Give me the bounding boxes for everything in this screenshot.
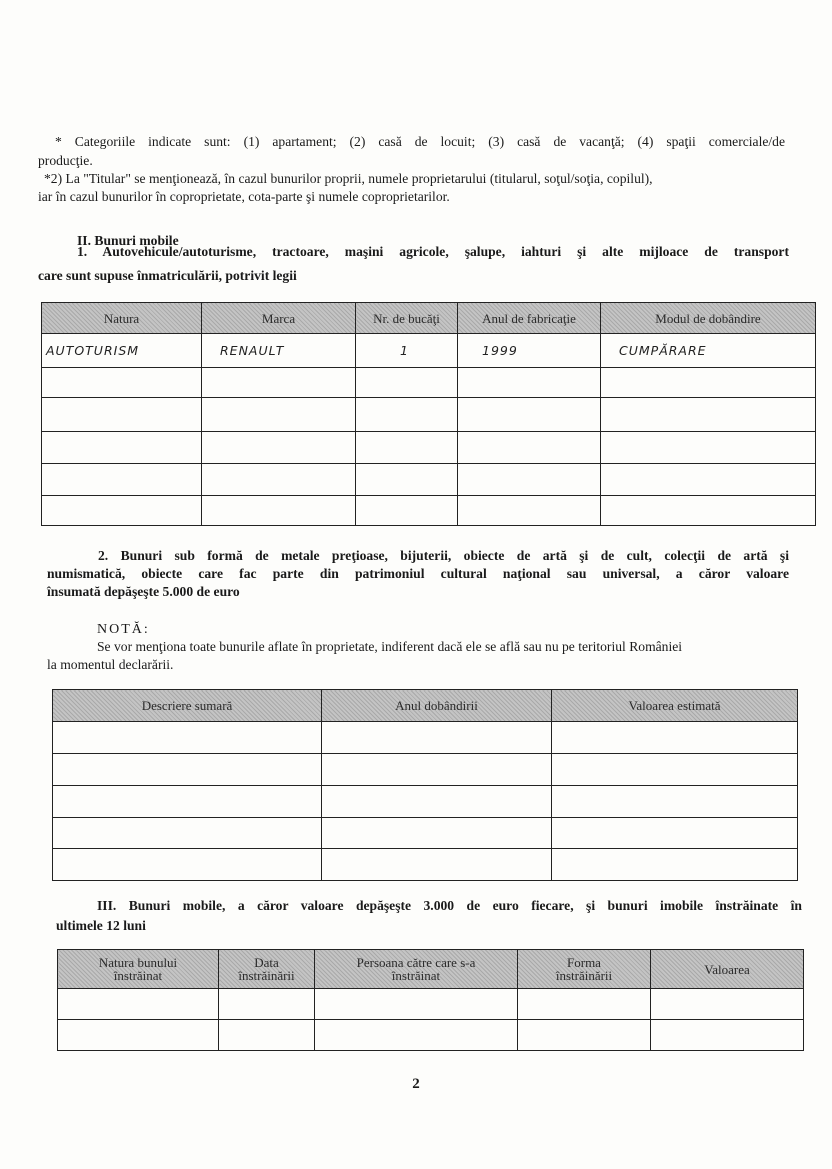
valuables-table-cell <box>552 818 798 849</box>
footnote-categories: * Categoriile indicate sunt: (1) apartament; (2) casă de locuit; (3) casă de vacanţă; (4) spaţii comerciale/de <box>55 134 785 149</box>
vehicles-table-row <box>42 496 816 526</box>
valuables-table-cell <box>552 849 798 881</box>
vehicles-table-cell <box>42 368 202 398</box>
valuables-table-header-row <box>53 690 798 722</box>
valuables-table-cell <box>53 754 322 786</box>
vehicles-table-cell <box>458 432 601 464</box>
vehicles-table-cell <box>356 496 458 526</box>
alienated-header-natura: Natura bunului înstrăinat <box>58 950 219 989</box>
alienated-header-valoarea: Valoarea <box>651 950 804 989</box>
alienated-table-cell <box>518 989 651 1020</box>
alienated-header-forma: Forma înstrăinării <box>518 950 651 989</box>
vehicles-table-cell <box>356 368 458 398</box>
vehicles-table <box>41 302 816 526</box>
valuables-table-cell <box>53 818 322 849</box>
nota-line2: la momentul declarării. <box>47 657 174 672</box>
valuables-table-row <box>53 786 798 818</box>
handwritten-entry: RENAULT <box>220 342 285 358</box>
vehicles-table-cell <box>202 368 356 398</box>
alienated-table-cell <box>315 1020 518 1051</box>
alienated-table-cell <box>58 1020 219 1051</box>
valuables-table-cell <box>552 786 798 818</box>
section-iii-heading-cont: ultimele 12 luni <box>56 918 146 933</box>
alienated-header-data: Data înstrăinării <box>219 950 315 989</box>
vehicles-table-cell <box>356 398 458 432</box>
vehicles-table-cell <box>356 464 458 496</box>
vehicles-table-cell <box>601 432 816 464</box>
vehicles-header-bucati: Nr. de bucăţi <box>356 303 458 334</box>
valuables-table-row <box>53 754 798 786</box>
alienated-table-cell <box>651 989 804 1020</box>
vehicles-table-cell <box>601 496 816 526</box>
alienated-table-cell <box>219 989 315 1020</box>
handwritten-entry: AUTOTURISM <box>46 342 140 358</box>
vehicles-table-row <box>42 368 816 398</box>
handwritten-entry: 1 <box>400 342 409 358</box>
valuables-table-row <box>53 722 798 754</box>
valuables-table-cell <box>322 754 552 786</box>
vehicles-table-cell <box>202 398 356 432</box>
vehicles-table-row <box>42 398 816 432</box>
vehicles-table-cell <box>42 334 202 368</box>
valuables-table-cell <box>322 818 552 849</box>
vehicles-table-cell <box>601 398 816 432</box>
handwritten-entry: 1999 <box>482 342 518 358</box>
alienated-table-header-row <box>58 950 804 989</box>
vehicles-table-cell <box>458 368 601 398</box>
valuables-table-cell <box>53 722 322 754</box>
alienated-table-row <box>58 989 804 1020</box>
vehicles-table-cell <box>458 464 601 496</box>
page-number: 2 <box>412 1076 420 1092</box>
valuables-table-cell <box>322 722 552 754</box>
vehicles-table-cell <box>42 432 202 464</box>
vehicles-header-an-fabricatie: Anul de fabricaţie <box>458 303 601 334</box>
valuables-header-valoare: Valoarea estimată <box>552 690 798 722</box>
vehicles-table-cell <box>356 334 458 368</box>
valuables-table-cell <box>53 849 322 881</box>
vehicles-table-cell <box>202 496 356 526</box>
valuables-table-row <box>53 849 798 881</box>
alienated-goods-table <box>57 949 804 1051</box>
nota-title: NOTĂ: <box>97 622 150 637</box>
alienated-table-cell <box>219 1020 315 1051</box>
vehicles-table-cell <box>601 368 816 398</box>
vehicles-table-cell <box>202 432 356 464</box>
section-ii-sub2-line1: 2. Bunuri sub formă de metale preţioase, bijuterii, obiecte de artă şi de cult, colecţii de artă şi <box>98 548 789 563</box>
vehicles-header-marca: Marca <box>202 303 356 334</box>
section-ii-heading: II. Bunuri mobile <box>77 233 179 248</box>
vehicles-table-row <box>42 432 816 464</box>
vehicles-table-cell <box>42 464 202 496</box>
valuables-table-cell <box>322 786 552 818</box>
alienated-table-cell <box>58 989 219 1020</box>
nota-line1: Se vor menţiona toate bunurile aflate în proprietate, indiferent dacă ele se află sau nu pe teritoriul României <box>97 639 683 654</box>
vehicles-table-header-row <box>42 303 816 334</box>
vehicles-header-mod-dobandire: Modul de dobândire <box>601 303 816 334</box>
alienated-table-cell <box>518 1020 651 1051</box>
section-iii-heading: III. Bunuri mobile, a căror valoare depăşeşte 3.000 de euro fiecare, şi bunuri imobile înstrăinate în <box>97 898 802 913</box>
alienated-table-row <box>58 1020 804 1051</box>
handwritten-entry: CUMPĂRARE <box>619 342 707 358</box>
vehicles-table-cell <box>458 398 601 432</box>
footnote-titular-cont: iar în cazul bunurilor în coproprietate, cota-parte şi numele coproprietarilor. <box>38 189 450 204</box>
valuables-table-cell <box>53 786 322 818</box>
valuables-table-cell <box>552 754 798 786</box>
valuables-table-cell <box>552 722 798 754</box>
alienated-header-persoana: Persoana către care s-a înstrăinat <box>315 950 518 989</box>
alienated-table-cell <box>315 989 518 1020</box>
section-ii-sub1: 1. Autovehicule/autoturisme, tractoare, maşini agricole, şalupe, iahturi şi alte mijloace de transport <box>77 244 789 259</box>
vehicles-table-row <box>42 334 816 368</box>
section-ii-sub2-line2: numismatică, obiecte care fac parte din patrimoniul cultural naţional sau universal, a căror valoare <box>47 566 789 581</box>
vehicles-table-cell <box>458 334 601 368</box>
valuables-table-cell <box>322 849 552 881</box>
section-ii-sub2-line3: însumată depăşeşte 5.000 de euro <box>47 584 240 599</box>
valuables-header-an-dobandire: Anul dobândirii <box>322 690 552 722</box>
valuables-header-descriere: Descriere sumară <box>53 690 322 722</box>
vehicles-table-cell <box>356 432 458 464</box>
vehicles-table-cell <box>42 496 202 526</box>
footnote-titular: *2) La "Titular" se menţionează, în cazul bunurilor proprii, numele proprietarului (titularul, soţul/soţia, copilul), <box>44 171 653 186</box>
vehicles-table-row <box>42 464 816 496</box>
vehicles-table-cell <box>202 464 356 496</box>
vehicles-table-cell <box>601 464 816 496</box>
vehicles-header-natura: Natura <box>42 303 202 334</box>
vehicles-table-cell <box>601 334 816 368</box>
footnote-categories-cont: producţie. <box>38 153 93 168</box>
vehicles-table-cell <box>42 398 202 432</box>
valuables-table-row <box>53 818 798 849</box>
vehicles-table-cell <box>202 334 356 368</box>
section-ii-sub1-cont: care sunt supuse înmatriculării, potrivit legii <box>38 268 297 283</box>
valuables-table <box>52 689 798 881</box>
vehicles-table-cell <box>458 496 601 526</box>
alienated-table-cell <box>651 1020 804 1051</box>
